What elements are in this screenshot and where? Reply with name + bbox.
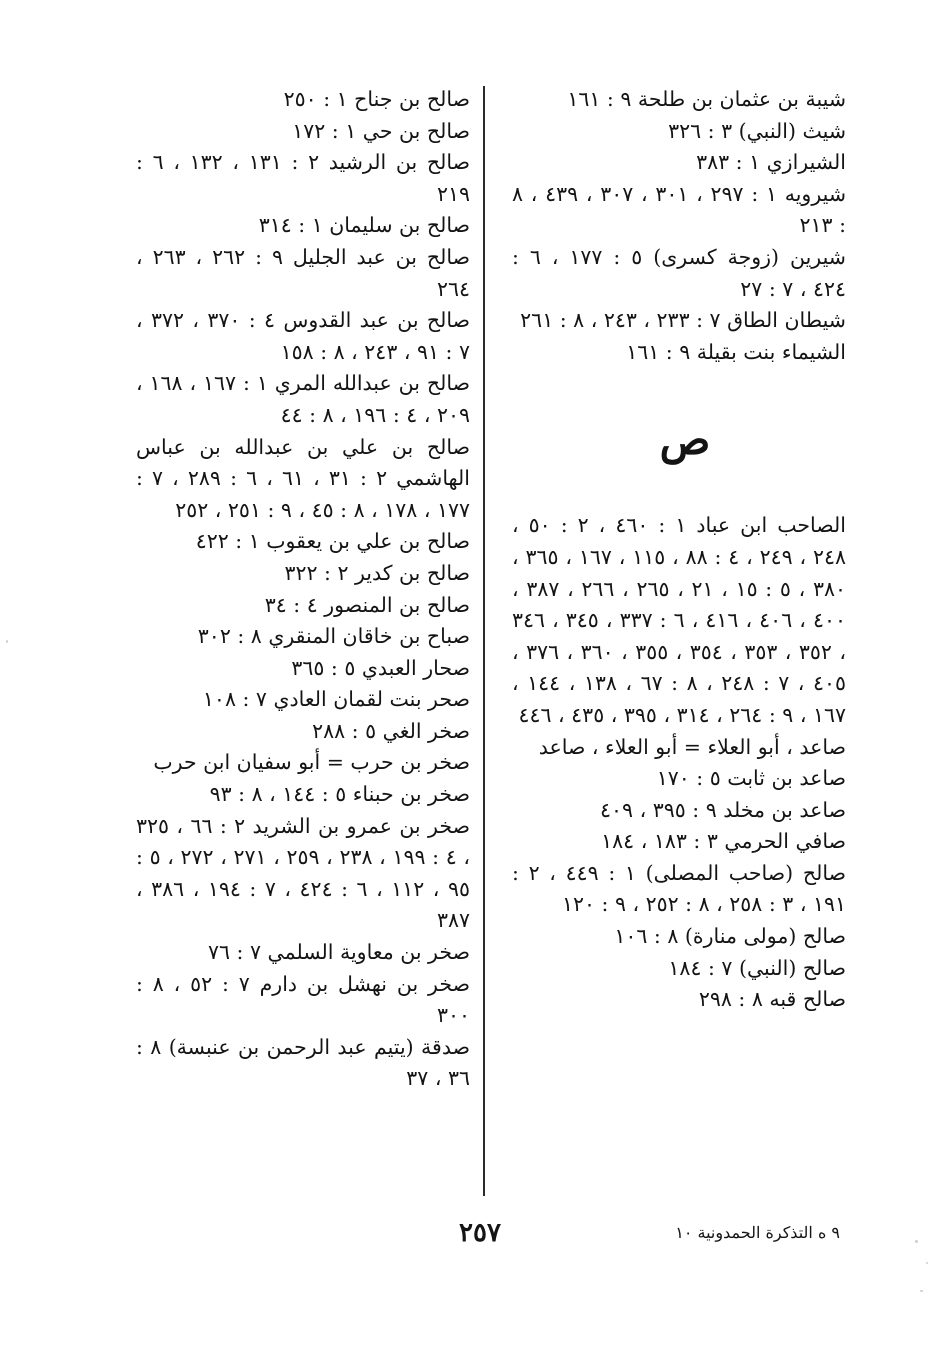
index-entry: صالح (صاحب المصلى) ١ : ٤٤٩ ، ٢ : ١٩١ ، ٣ : ٢٥٨ ، ٨ : ٢٥٢ ، ٩ : ١٢٠ xyxy=(512,860,846,917)
index-entry: صالح بن الرشيد ٢ : ١٣١ ، ١٣٢ ، ٦ : ٢١٩ xyxy=(136,150,470,206)
left-column xyxy=(136,84,470,1095)
index-entry: صالح (النبي) ٧ : ١٨٤ xyxy=(668,955,846,980)
index-entry: صخر بن حبناء ٥ : ١٤٤ ، ٨ : ٩٣ xyxy=(209,782,470,807)
paper-speck xyxy=(915,1240,918,1243)
index-entry: صالح بن عبد الجليل ٩ : ٢٦٢ ، ٢٦٣ ، ٢٦٤ xyxy=(136,244,470,301)
index-entry: صالح قبه ٨ : ٢٩٨ xyxy=(698,987,846,1012)
page-number: ٢٥٧ xyxy=(459,1218,501,1248)
entries-after-section xyxy=(512,510,846,1016)
index-entry: صخر بن حرب = أبو سفيان ابن حرب xyxy=(153,750,470,775)
index-entry: صالح بن عبد القدوس ٤ : ٣٧٠ ، ٣٧٢ ، ٧ : ٩١ ، ٢٤٣ ، ٨ : ١٥٨ xyxy=(136,308,470,364)
index-entry: شيبة بن عثمان بن طلحة ٩ : ١٦١ xyxy=(567,87,846,111)
index-entry: الشيماء بنت بقيلة ٩ : ١٦١ xyxy=(626,339,846,364)
index-entry: صخر بن نهشل بن دارم ٧ : ٥٢ ، ٨ : ٣٠٠ xyxy=(136,971,470,1028)
index-entry: صحر بنت لقمان العادي ٧ : ١٠٨ xyxy=(202,687,470,712)
index-entry: صالح بن علي بن عبدالله بن عباس الهاشمي ٢ : ٣١ ، ٦١ ، ٦ : ٢٨٩ ، ٧ : ١٧٧ ، ١٧٨ ، ٨ : ٤٥ ، ٩ : ٢٥١ ، ٢٥٢ xyxy=(136,434,470,522)
entries-before-section xyxy=(512,84,846,368)
index-entry: صاعد ، أبو العلاء = أبو العلاء ، صاعد xyxy=(538,734,846,759)
index-entry: صحار العبدي ٥ : ٣٦٥ xyxy=(291,655,470,680)
column-divider xyxy=(483,86,485,1196)
index-entry: صالح بن علي بن يعقوب ١ : ٤٢٢ xyxy=(195,529,470,554)
index-entry: صاعد بن ثابت ٥ : ١٧٠ xyxy=(656,766,846,791)
printer-signature: ٩ ه التذكرة الحمدونية ١٠ xyxy=(675,1223,840,1242)
index-entry: صالح بن المنصور ٤ : ٣٤ xyxy=(264,592,470,617)
index-entry: صالح بن جناح ١ : ٢٥٠ xyxy=(283,87,470,111)
index-entry: صخر الغي ٥ : ٢٨٨ xyxy=(312,718,470,743)
index-entry: صالح بن كدير ٢ : ٣٢٢ xyxy=(284,560,470,585)
index-entry: شيرين (زوجة كسرى) ٥ : ١٧٧ ، ٦ : ٤٢٤ ، ٧ : ٢٧ xyxy=(512,244,846,301)
index-entry: صافي الحرمي ٣ : ١٨٣ ، ١٨٤ xyxy=(601,829,846,854)
index-entry: صخر بن معاوية السلمي ٧ : ٧٦ xyxy=(208,940,470,965)
index-entry: صالح بن عبدالله المري ١ : ١٦٧ ، ١٦٨ ، ٢٠٩ ، ٤ : ١٩٦ ، ٨ : ٤٤ xyxy=(136,371,470,427)
index-entry: صدقة (يتيم عبد الرحمن بن عنبسة) ٨ : ٣٦ ، ٣٧ xyxy=(136,1034,470,1091)
index-entry: صالح بن سليمان ١ : ٣١٤ xyxy=(258,213,470,238)
index-entry: الصاحب ابن عباد ١ : ٤٦٠ ، ٢ : ٥٠ ، ٢٤٨ ، ٢٤٩ ، ٤ : ٨٨ ، ١١٥ ، ١٦٧ ، ٣٦٥ ، ٣٨٠ ، ٥ : ١٥ ، ٢١ ، ٢٦٥ ، ٢٦٦ ، ٣٨٧ ، ٤٠٠ ، ٤٠٦ ، ٤١٦ ، ٦ : ٣٣٧ ، ٣٤٥ ، ٣٤٦ ، ٣٥٢ ، ٣٥٣ ، ٣٥٤ ، ٣٥٥ ، ٣٦٠ ، ٣٧٦ ، ٤٠٥ ، ٧ : ٢٤٨ ، ٨ : ٦٧ ، ١٣٨ ، ١٤٤ ، ١٦٧ ، ٩ : ٢٦٤ ، ٣١٤ ، ٣٩٥ ، ٤٣٥ ، ٤٤٦ xyxy=(512,513,846,727)
index-entry: شيث (النبي) ٣ : ٣٢٦ xyxy=(668,118,846,143)
section-letter-heading: ص xyxy=(659,415,711,465)
index-entry: صالح بن حي ١ : ١٧٢ xyxy=(292,118,470,143)
paper-speck xyxy=(920,1290,923,1292)
index-entry: صخر بن عمرو بن الشريد ٢ : ٦٦ ، ٣٢٥ ، ٤ : ١٩٩ ، ٢٣٨ ، ٢٥٩ ، ٢٧١ ، ٢٧٢ ، ٥ : ٩٥ ، ١١٢ ، ٦ : ٤٢٤ ، ٧ : ١٩٤ ، ٣٨٦ ، ٣٨٧ xyxy=(136,813,471,933)
index-entry: شيطان الطاق ٧ : ٢٣٣ ، ٢٤٣ ، ٨ : ٢٦١ xyxy=(520,308,846,333)
index-entry: شيرويه ١ : ٢٩٧ ، ٣٠١ ، ٣٠٧ ، ٤٣٩ ، ٨ : ٢١٣ xyxy=(512,181,846,238)
paper-speck xyxy=(926,1262,928,1264)
index-entry: صباح بن خاقان المنقري ٨ : ٣٠٢ xyxy=(197,624,470,649)
paper-speck xyxy=(6,640,8,643)
index-entry: صاعد بن مخلد ٩ : ٣٩٥ ، ٤٠٩ xyxy=(600,797,846,822)
index-entry: صالح (مولى منارة) ٨ : ١٠٦ xyxy=(614,924,846,949)
right-column xyxy=(512,84,846,1016)
index-entry: الشيرازي ١ : ٣٨٣ xyxy=(696,150,846,175)
